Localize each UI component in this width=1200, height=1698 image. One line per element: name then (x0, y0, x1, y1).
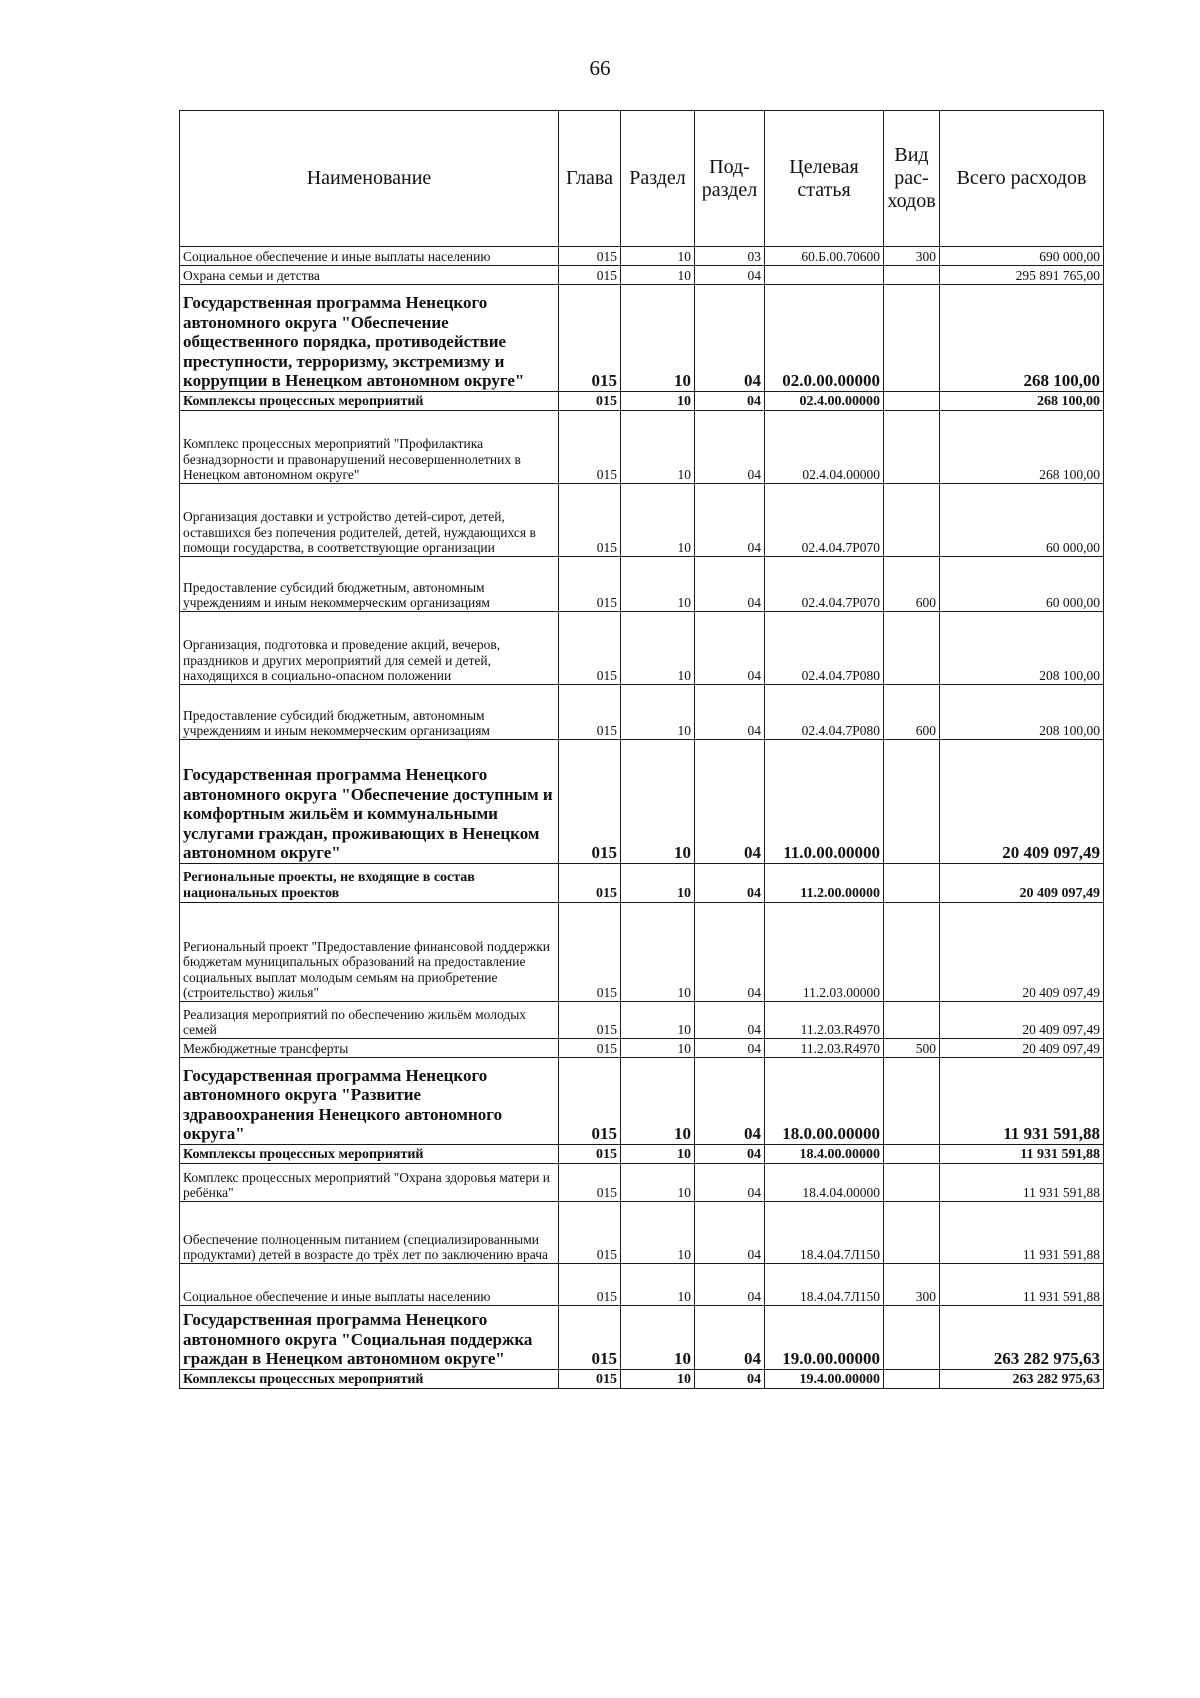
table-row (180, 1202, 1104, 1264)
row-total: 20 409 097,49 (940, 864, 1104, 903)
row-chapter: 015 (559, 1306, 621, 1370)
row-subsection: 04 (695, 1202, 765, 1264)
row-kind (884, 285, 940, 392)
row-name: Социальное обеспечение и иные выплаты населению (180, 247, 559, 266)
row-subsection: 04 (695, 1002, 765, 1039)
row-kind (884, 1164, 940, 1202)
row-section: 10 (621, 1145, 695, 1164)
row-section: 10 (621, 1058, 695, 1145)
row-target: 11.0.00.00000 (765, 740, 884, 864)
row-section: 10 (621, 864, 695, 903)
row-chapter: 015 (559, 392, 621, 411)
row-name: Комплекс процессных мероприятий "Охрана здоровья матери и ребёнка" (180, 1164, 559, 1202)
row-kind (884, 612, 940, 685)
row-name: Государственная программа Ненецкого автономного округа "Развитие здравоохранения Ненецкого автономного округа" (180, 1058, 559, 1145)
table-row (180, 612, 1104, 685)
row-name: Организация, подготовка и проведение акций, вечеров, праздников и других мероприятий для семей и детей, находящихся в социально-опасном положении (180, 612, 559, 685)
header-section: Раздел (621, 111, 695, 247)
row-total: 20 409 097,49 (940, 740, 1104, 864)
row-subsection: 04 (695, 285, 765, 392)
row-section: 10 (621, 1306, 695, 1370)
row-chapter: 015 (559, 1039, 621, 1058)
row-section: 10 (621, 612, 695, 685)
row-name: Комплексы процессных мероприятий (180, 1145, 559, 1164)
row-section: 10 (621, 1202, 695, 1264)
row-section: 10 (621, 285, 695, 392)
table-row (180, 864, 1104, 903)
row-total: 263 282 975,63 (940, 1370, 1104, 1389)
row-chapter: 015 (559, 1058, 621, 1145)
row-total: 268 100,00 (940, 285, 1104, 392)
table-row (180, 1039, 1104, 1058)
table-row (180, 740, 1104, 864)
row-total: 20 409 097,49 (940, 1039, 1104, 1058)
row-target: 18.4.04.00000 (765, 1164, 884, 1202)
row-name: Реализация мероприятий по обеспечению жильём молодых семей (180, 1002, 559, 1039)
row-subsection: 04 (695, 1164, 765, 1202)
row-subsection: 04 (695, 1370, 765, 1389)
table-row (180, 1002, 1104, 1039)
row-kind (884, 484, 940, 557)
header-subsection: Под-раздел (695, 111, 765, 247)
row-chapter: 015 (559, 1202, 621, 1264)
row-total: 268 100,00 (940, 411, 1104, 484)
row-chapter: 015 (559, 1264, 621, 1306)
row-total: 208 100,00 (940, 612, 1104, 685)
row-chapter: 015 (559, 685, 621, 740)
row-subsection: 04 (695, 685, 765, 740)
table-row (180, 1264, 1104, 1306)
row-chapter: 015 (559, 557, 621, 612)
table-row (180, 1306, 1104, 1370)
table-row (180, 411, 1104, 484)
row-kind (884, 1002, 940, 1039)
row-target: 19.0.00.00000 (765, 1306, 884, 1370)
header-chapter: Глава (559, 111, 621, 247)
row-name: Межбюджетные трансферты (180, 1039, 559, 1058)
row-kind (884, 903, 940, 1002)
table-row (180, 1370, 1104, 1389)
row-subsection: 04 (695, 864, 765, 903)
row-name: Государственная программа Ненецкого автономного округа "Обеспечение доступным и комфортным жильём и коммунальными услугами граждан, проживающих в Ненецком автономном округе" (180, 740, 559, 864)
row-section: 10 (621, 557, 695, 612)
row-subsection: 04 (695, 1039, 765, 1058)
row-name: Комплексы процессных мероприятий (180, 1370, 559, 1389)
row-target: 18.4.04.7Л150 (765, 1264, 884, 1306)
row-section: 10 (621, 1370, 695, 1389)
row-kind (884, 1145, 940, 1164)
row-subsection: 04 (695, 903, 765, 1002)
row-subsection: 04 (695, 411, 765, 484)
row-section: 10 (621, 266, 695, 285)
row-section: 10 (621, 247, 695, 266)
row-target: 18.0.00.00000 (765, 1058, 884, 1145)
row-subsection: 04 (695, 1306, 765, 1370)
row-chapter: 015 (559, 740, 621, 864)
row-total: 11 931 591,88 (940, 1264, 1104, 1306)
row-kind (884, 1202, 940, 1264)
row-chapter: 015 (559, 1370, 621, 1389)
row-subsection: 04 (695, 266, 765, 285)
row-name: Предоставление субсидий бюджетным, автономным учреждениям и иным некоммерческим организациям (180, 557, 559, 612)
row-chapter: 015 (559, 1164, 621, 1202)
row-total: 11 931 591,88 (940, 1058, 1104, 1145)
row-name: Государственная программа Ненецкого автономного округа "Обеспечение общественного порядка, противодействие преступности, терроризму, экстремизму и коррупции в Ненецком автономном округе" (180, 285, 559, 392)
table-row (180, 1058, 1104, 1145)
row-kind: 600 (884, 557, 940, 612)
row-section: 10 (621, 1039, 695, 1058)
row-total: 20 409 097,49 (940, 1002, 1104, 1039)
row-chapter: 015 (559, 247, 621, 266)
row-kind: 300 (884, 1264, 940, 1306)
row-subsection: 04 (695, 557, 765, 612)
row-kind (884, 1370, 940, 1389)
row-target: 18.4.04.7Л150 (765, 1202, 884, 1264)
row-name: Организация доставки и устройство детей-сирот, детей, оставшихся без попечения родителей, детей, нуждающихся в помощи государства, в соответствующие организации (180, 484, 559, 557)
row-total: 11 931 591,88 (940, 1145, 1104, 1164)
header-kind: Вид рас-ходов (884, 111, 940, 247)
row-section: 10 (621, 1264, 695, 1306)
row-chapter: 015 (559, 484, 621, 557)
row-subsection: 04 (695, 612, 765, 685)
row-section: 10 (621, 740, 695, 864)
row-section: 10 (621, 484, 695, 557)
row-target: 11.2.03.R4970 (765, 1002, 884, 1039)
row-chapter: 015 (559, 903, 621, 1002)
row-section: 10 (621, 1002, 695, 1039)
row-chapter: 015 (559, 1145, 621, 1164)
row-target: 11.2.00.00000 (765, 864, 884, 903)
row-target: 02.4.04.00000 (765, 411, 884, 484)
row-kind (884, 864, 940, 903)
table-header-row (180, 111, 1104, 247)
row-target: 02.4.00.00000 (765, 392, 884, 411)
row-subsection: 04 (695, 1058, 765, 1145)
row-target: 02.4.04.7Р080 (765, 612, 884, 685)
row-name: Социальное обеспечение и иные выплаты населению (180, 1264, 559, 1306)
row-chapter: 015 (559, 266, 621, 285)
table-row (180, 392, 1104, 411)
table-row (180, 903, 1104, 1002)
table-row (180, 557, 1104, 612)
row-chapter: 015 (559, 285, 621, 392)
row-name: Предоставление субсидий бюджетным, автономным учреждениям и иным некоммерческим организациям (180, 685, 559, 740)
table-row (180, 247, 1104, 266)
row-chapter: 015 (559, 612, 621, 685)
page-number: 66 (589, 56, 611, 80)
row-name: Обеспечение полноценным питанием (специализированными продуктами) детей в возрасте до трёх лет по заключению врача (180, 1202, 559, 1264)
row-name: Охрана семьи и детства (180, 266, 559, 285)
table-row (180, 285, 1104, 392)
row-subsection: 04 (695, 740, 765, 864)
table-row (180, 1145, 1104, 1164)
row-total: 60 000,00 (940, 484, 1104, 557)
header-target: Целевая статья (765, 111, 884, 247)
row-target: 60.Б.00.70600 (765, 247, 884, 266)
table-row (180, 1164, 1104, 1202)
row-kind (884, 1058, 940, 1145)
row-total: 295 891 765,00 (940, 266, 1104, 285)
row-target: 02.4.04.7Р080 (765, 685, 884, 740)
header-name: Наименование (180, 111, 559, 247)
row-section: 10 (621, 1164, 695, 1202)
row-chapter: 015 (559, 1002, 621, 1039)
row-subsection: 04 (695, 484, 765, 557)
row-subsection: 04 (695, 1145, 765, 1164)
row-kind (884, 392, 940, 411)
row-chapter: 015 (559, 864, 621, 903)
row-name: Государственная программа Ненецкого автономного округа "Социальная поддержка граждан в Ненецком автономном округе" (180, 1306, 559, 1370)
row-kind (884, 740, 940, 864)
row-kind: 300 (884, 247, 940, 266)
row-kind (884, 1306, 940, 1370)
row-target: 02.4.04.7Р070 (765, 557, 884, 612)
table-row (180, 484, 1104, 557)
row-section: 10 (621, 903, 695, 1002)
row-target: 11.2.03.00000 (765, 903, 884, 1002)
row-section: 10 (621, 392, 695, 411)
row-target: 02.4.04.7Р070 (765, 484, 884, 557)
row-section: 10 (621, 685, 695, 740)
row-total: 263 282 975,63 (940, 1306, 1104, 1370)
row-name: Комплексы процессных мероприятий (180, 392, 559, 411)
row-target (765, 266, 884, 285)
row-target: 19.4.00.00000 (765, 1370, 884, 1389)
row-kind: 600 (884, 685, 940, 740)
row-name: Комплекс процессных мероприятий "Профилактика безнадзорности и правонарушений несовершеннолетних в Ненецком автономном округе" (180, 411, 559, 484)
header-total: Всего расходов (940, 111, 1104, 247)
row-name: Региональные проекты, не входящие в состав национальных проектов (180, 864, 559, 903)
table-row (180, 266, 1104, 285)
row-name: Региональный проект "Предоставление финансовой поддержки бюджетам муниципальных образований на предоставление социальных выплат молодым семьям на приобретение (строительство) жилья" (180, 903, 559, 1002)
row-total: 11 931 591,88 (940, 1202, 1104, 1264)
row-kind: 500 (884, 1039, 940, 1058)
row-total: 60 000,00 (940, 557, 1104, 612)
row-target: 11.2.03.R4970 (765, 1039, 884, 1058)
row-kind (884, 411, 940, 484)
row-subsection: 04 (695, 1264, 765, 1306)
row-subsection: 03 (695, 247, 765, 266)
row-target: 02.0.00.00000 (765, 285, 884, 392)
row-target: 18.4.00.00000 (765, 1145, 884, 1164)
row-kind (884, 266, 940, 285)
row-total: 20 409 097,49 (940, 903, 1104, 1002)
row-subsection: 04 (695, 392, 765, 411)
row-chapter: 015 (559, 411, 621, 484)
row-total: 690 000,00 (940, 247, 1104, 266)
table-row (180, 685, 1104, 740)
row-total: 11 931 591,88 (940, 1164, 1104, 1202)
row-total: 208 100,00 (940, 685, 1104, 740)
row-section: 10 (621, 411, 695, 484)
budget-table (179, 110, 1104, 1389)
row-total: 268 100,00 (940, 392, 1104, 411)
